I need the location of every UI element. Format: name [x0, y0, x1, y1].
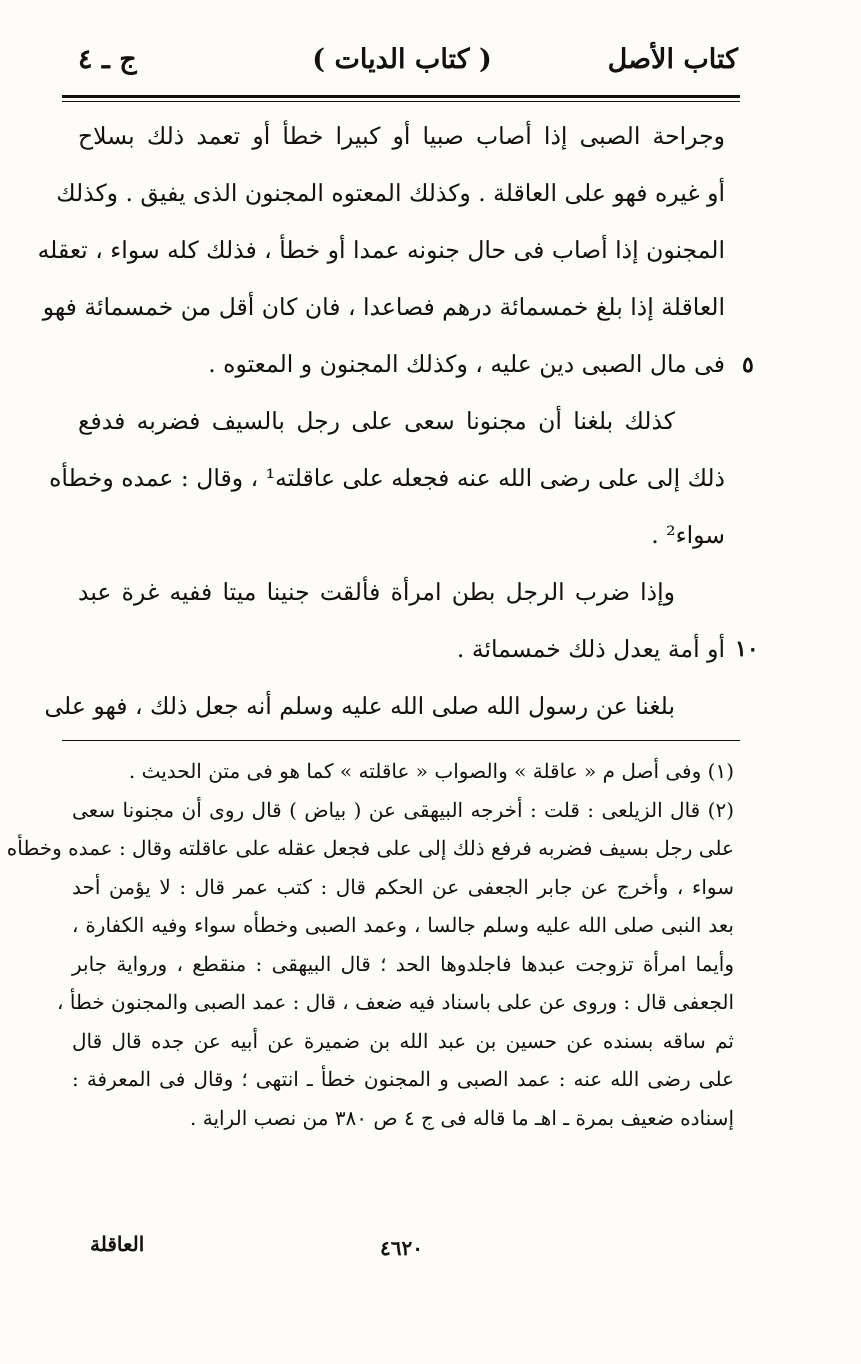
footnote-line: (٢) قال الزيلعى : قلت : أخرجه البيهقى عن ( بياض ) قال روى أن مجنونا سعى	[72, 797, 734, 822]
text-line: وإذا ضرب الرجل بطن امرأة فألقت جنينا ميتا ففيه غرة عبد	[78, 578, 675, 606]
page-number: ٤٦٢٠	[380, 1236, 423, 1260]
footnote-line: إسناده ضعيف بمرة ـ اهـ ما قاله فى ج ٤ ص ٣٨٠ من نصب الراية .	[190, 1105, 734, 1130]
footnote-rule	[62, 740, 740, 741]
line-number-10: ١٠	[735, 636, 759, 662]
footnote-line: على رجل بسيف فضربه فرفع ذلك إلى على فجعل عقله على عاقلته وقال : عمده وخطأه	[6, 836, 734, 860]
text-line: فى مال الصبى دين عليه ، وكذلك المجنون و المعتوه .	[208, 350, 725, 378]
text-line: أو غيره فهو على العاقلة . وكذلك المعتوه المجنون الذى يفيق . وكذلك	[56, 179, 725, 207]
header-rule-thick	[62, 95, 740, 98]
text-line: وجراحة الصبى إذا أصاب صبيا أو كبيرا خطأ أو تعمد ذلك بسلاح	[78, 122, 725, 150]
footnote-line: ثم ساقه بسنده عن حسين بن عبد الله بن ضميرة عن أبيه عن جده قال قال	[72, 1028, 734, 1053]
volume-label: ج ـ ٤	[78, 44, 137, 75]
page-header	[66, 40, 738, 88]
text-line: ذلك إلى على رضى الله عنه فجعله على عاقلته¹ ، وقال : عمده وخطأه	[49, 464, 725, 492]
chapter-title: ( كتاب الديات )	[312, 44, 492, 75]
footnote-line: سواء ، وأخرج عن جابر الجعفى عن الحكم قال : كتب عمر قال : لا يؤمن أحد	[72, 874, 734, 899]
footnotes	[6, 752, 734, 1137]
footnote-line: على رضى الله عنه : عمد الصبى و المجنون خطأ ـ انتهى ؛ وقال فى المعرفة :	[72, 1067, 734, 1091]
text-line: العاقلة إذا بلغ خمسمائة درهم فصاعدا ، فان كان أقل من خمسمائة فهو	[42, 293, 725, 321]
footnote-line: بعد النبى صلى الله عليه وسلم جالسا ، وعمد الصبى وخطأه سواء وفيه الكفارة ،	[72, 913, 734, 937]
main-text	[37, 108, 725, 735]
text-line: كذلك بلغنا أن مجنونا سعى على رجل بالسيف فضربه فدفع	[78, 407, 675, 435]
text-line: أو أمة يعدل ذلك خمسمائة .	[456, 635, 725, 663]
text-line: سواء² .	[651, 521, 725, 549]
header-rule-thin	[62, 101, 740, 102]
text-line: المجنون إذا أصاب فى حال جنونه عمدا أو خطأ ، فذلك كله سواء ، تعقله	[37, 236, 725, 264]
book-title: كتاب الأصل	[607, 44, 738, 75]
catchword: العاقلة	[90, 1232, 145, 1256]
footnote-line: الجعفى قال : وروى عن على باسناد فيه ضعف ، قال : عمد الصبى والمجنون خطأ ،	[57, 990, 734, 1014]
footnote-line: (١) وفى أصل م « عاقلة » والصواب « عاقلته » كما هو فى متن الحديث .	[128, 759, 734, 783]
footnote-line: وأيما امرأة تزوجت عبدها فاجلدوها الحد ؛ قال البيهقى : منقطع ، ورواية جابر	[72, 951, 734, 976]
line-number-5: ٥	[742, 352, 754, 378]
text-line: بلغنا عن رسول الله صلى الله عليه وسلم أنه جعل ذلك ، فهو على	[44, 692, 675, 720]
